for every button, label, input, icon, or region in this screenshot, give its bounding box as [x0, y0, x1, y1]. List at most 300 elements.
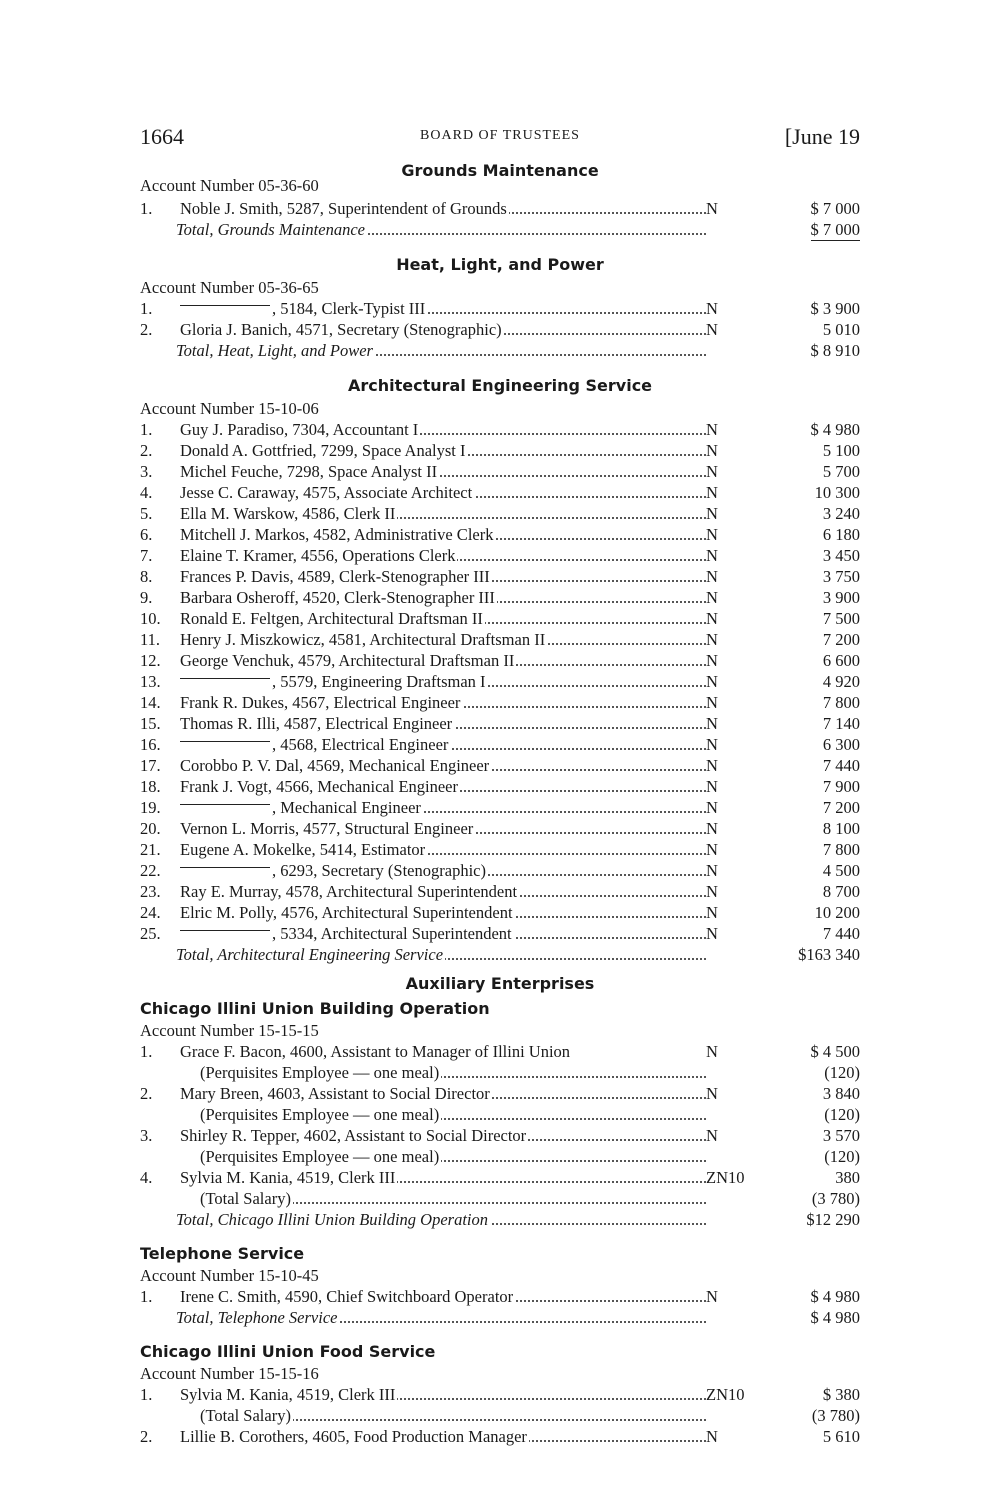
- salary-amount: 3 570: [822, 1126, 860, 1145]
- employee-entry: Frank J. Vogt, 4566, Mechanical Engineer: [180, 777, 459, 796]
- row-number: 2.: [140, 320, 153, 339]
- employee-entry: , Mechanical Engineer: [272, 798, 421, 817]
- staff-row: [140, 1384, 860, 1405]
- salary-amount: 7 800: [822, 693, 860, 712]
- staff-row: [140, 734, 860, 755]
- row-text: [180, 440, 710, 461]
- row-number: 14.: [140, 693, 161, 712]
- appointment-code: N: [706, 588, 718, 607]
- row-text: [180, 1083, 710, 1104]
- salary-amount: (3 780): [811, 1406, 860, 1425]
- employee-entry: (Perquisites Employee — one meal): [200, 1147, 440, 1166]
- row-text: [200, 1146, 710, 1167]
- row-text: [180, 755, 710, 776]
- row-label: [180, 483, 474, 502]
- appointment-code: N: [706, 420, 718, 439]
- row-label: [180, 903, 515, 922]
- staff-row: [140, 776, 860, 797]
- appointment-code: N: [706, 504, 718, 523]
- grounds-list: [140, 198, 860, 219]
- row-text: [180, 608, 710, 629]
- appointment-code: N: [706, 777, 718, 796]
- employee-entry: (Total Salary): [200, 1189, 291, 1208]
- salary-amount: 6 180: [822, 525, 860, 544]
- employee-entry: Noble J. Smith, 5287, Superintendent of Grounds: [180, 199, 507, 218]
- section-heading: Grounds Maintenance: [401, 161, 599, 180]
- staff-row: [140, 566, 860, 587]
- staff-row: [140, 440, 860, 461]
- staff-row: [140, 923, 860, 944]
- appointment-code: N: [706, 1287, 718, 1306]
- row-label: [200, 1406, 293, 1425]
- appointment-code: N: [706, 567, 718, 586]
- employee-entry: Frances P. Davis, 4589, Clerk-Stenographer III: [180, 567, 490, 586]
- row-number: 18.: [140, 777, 161, 796]
- row-number: 4.: [140, 483, 153, 502]
- row-number: 9.: [140, 588, 153, 607]
- running-head-date: [June 19: [784, 124, 860, 149]
- subsection-heading: Telephone Service: [140, 1244, 305, 1263]
- row-text: [200, 1405, 710, 1426]
- staff-row: [140, 860, 860, 881]
- row-text: [200, 1104, 710, 1125]
- staff-row: [140, 1041, 860, 1062]
- row-number: 15.: [140, 714, 161, 733]
- row-label: [180, 609, 485, 628]
- total-row: [140, 1307, 860, 1328]
- staff-row: [140, 881, 860, 902]
- row-note: [140, 1188, 860, 1209]
- subsection-heading: Chicago Illini Union Building Operation: [140, 999, 490, 1018]
- row-text: [180, 1167, 710, 1188]
- salary-amount: 3 900: [822, 588, 860, 607]
- account-number: Account Number 05-36-60: [140, 176, 319, 195]
- employee-entry: , 5184, Clerk-Typist III: [272, 299, 426, 318]
- page-number: 1664: [140, 124, 184, 149]
- appointment-code: N: [706, 861, 718, 880]
- vacancy-blank: [180, 867, 270, 868]
- appointment-code: N: [706, 798, 718, 817]
- row-label: [180, 1385, 397, 1404]
- employee-entry: Donald A. Gottfried, 7299, Space Analyst I: [180, 441, 466, 460]
- row-note: [140, 1104, 860, 1125]
- vacancy-blank: [180, 305, 270, 306]
- total-label: Total, Grounds Maintenance: [176, 220, 365, 239]
- total-row: [140, 944, 860, 965]
- row-number: 1.: [140, 1042, 153, 1061]
- vacancy-blank: [180, 804, 270, 805]
- appointment-code: N: [706, 1427, 718, 1446]
- total-row: [140, 219, 860, 240]
- appointment-code: N: [706, 441, 718, 460]
- row-text: [180, 461, 710, 482]
- row-text: [180, 902, 710, 923]
- staff-row: [140, 608, 860, 629]
- employee-entry: Eugene A. Mokelke, 5414, Estimator: [180, 840, 426, 859]
- appointment-code: N: [706, 1042, 718, 1061]
- row-text: [180, 545, 710, 566]
- appointment-code: N: [706, 525, 718, 544]
- appointment-code: N: [706, 882, 718, 901]
- row-label: [180, 756, 491, 775]
- employee-entry: Lillie B. Corothers, 4605, Food Production Manager: [180, 1427, 527, 1446]
- employee-entry: , 5334, Architectural Superintendent: [272, 924, 512, 943]
- row-text: [180, 587, 710, 608]
- salary-amount: 380: [835, 1168, 860, 1187]
- salary-amount: 7 440: [822, 756, 860, 775]
- appointment-code: N: [706, 609, 718, 628]
- row-text: [180, 776, 710, 797]
- row-number: 8.: [140, 567, 153, 586]
- subsection-heading: Chicago Illini Union Food Service: [140, 1342, 436, 1361]
- row-number: 1.: [140, 299, 153, 318]
- running-head-title: BOARD OF TRUSTEES: [420, 128, 580, 143]
- staff-row: [140, 298, 860, 319]
- appointment-code: N: [706, 320, 718, 339]
- salary-amount: $ 3 900: [810, 299, 860, 318]
- row-text: [180, 629, 710, 650]
- salary-amount: 7 200: [822, 630, 860, 649]
- salary-amount: 7 140: [822, 714, 860, 733]
- row-text: [180, 1041, 710, 1062]
- employee-entry: Elaine T. Kramer, 4556, Operations Clerk: [180, 546, 456, 565]
- salary-amount: 6 300: [822, 735, 860, 754]
- row-number: 16.: [140, 735, 161, 754]
- row-label: [180, 504, 397, 523]
- salary-amount: 3 750: [822, 567, 860, 586]
- appointment-code: N: [706, 714, 718, 733]
- salary-amount: (120): [824, 1063, 860, 1082]
- staff-row: [140, 1083, 860, 1104]
- account-number: Account Number 05-36-65: [140, 278, 319, 297]
- food-service-list: [140, 1384, 860, 1447]
- row-number: 21.: [140, 840, 161, 859]
- heat-list: [140, 298, 860, 340]
- staff-row: [140, 587, 860, 608]
- row-number: 2.: [140, 441, 153, 460]
- employee-entry: (Perquisites Employee — one meal): [200, 1063, 440, 1082]
- row-number: 6.: [140, 525, 153, 544]
- salary-amount: 10 300: [814, 483, 860, 502]
- row-label: [180, 441, 468, 460]
- staff-row: [140, 818, 860, 839]
- employee-entry: Frank R. Dukes, 4567, Electrical Engineer: [180, 693, 461, 712]
- row-text: [180, 1426, 710, 1447]
- total-amount: $ 8 910: [810, 341, 860, 360]
- appointment-code: N: [706, 630, 718, 649]
- salary-amount: 6 600: [822, 651, 860, 670]
- appointment-code: N: [706, 693, 718, 712]
- staff-row: [140, 1125, 860, 1146]
- row-number: 1.: [140, 1287, 153, 1306]
- row-number: 23.: [140, 882, 161, 901]
- staff-row: [140, 671, 860, 692]
- row-note: [140, 1146, 860, 1167]
- salary-amount: 8 100: [822, 819, 860, 838]
- section-heading: Architectural Engineering Service: [347, 376, 653, 395]
- salary-amount: (3 780): [811, 1189, 860, 1208]
- appointment-code: N: [706, 462, 718, 481]
- row-label: [180, 1084, 492, 1103]
- employee-entry: Irene C. Smith, 4590, Chief Switchboard Operator: [180, 1287, 514, 1306]
- staff-row: [140, 461, 860, 482]
- row-text: [180, 692, 710, 713]
- salary-amount: $ 7 000: [810, 199, 860, 218]
- employee-entry: Ray E. Murray, 4578, Architectural Superintendent: [180, 882, 518, 901]
- row-text: [180, 566, 710, 587]
- staff-row: [140, 1167, 860, 1188]
- salary-amount: 7 800: [822, 840, 860, 859]
- account-number: Account Number 15-15-15: [140, 1021, 319, 1040]
- row-label: [180, 798, 423, 817]
- staff-row: [140, 797, 860, 818]
- row-label: [180, 462, 439, 481]
- document-page: [140, 118, 860, 1447]
- row-label: [180, 819, 475, 838]
- row-text: [180, 198, 710, 219]
- salary-amount: 7 900: [822, 777, 860, 796]
- salary-amount: 5 100: [822, 441, 860, 460]
- employee-entry: Jesse C. Caraway, 4575, Associate Architect: [180, 483, 473, 502]
- row-label: [180, 299, 427, 318]
- employee-entry: Mary Breen, 4603, Assistant to Social Director: [180, 1084, 490, 1103]
- salary-amount: (120): [824, 1147, 860, 1166]
- row-text: [200, 1062, 710, 1083]
- account-number: Account Number 15-10-45: [140, 1266, 319, 1285]
- appointment-code: N: [706, 483, 718, 502]
- row-text: [180, 671, 710, 692]
- row-number: 20.: [140, 819, 161, 838]
- appointment-code: N: [706, 546, 718, 565]
- appointment-code: N: [706, 903, 718, 922]
- employee-entry: Vernon L. Morris, 4577, Structural Engineer: [180, 819, 474, 838]
- row-number: 10.: [140, 609, 161, 628]
- total-row: [140, 340, 860, 361]
- row-label: [180, 320, 504, 339]
- total-label: Total, Heat, Light, and Power: [176, 341, 373, 360]
- salary-amount: 8 700: [822, 882, 860, 901]
- row-label: [180, 630, 547, 649]
- row-label: [200, 1105, 441, 1124]
- appointment-code: N: [706, 924, 718, 943]
- employee-entry: Barbara Osheroff, 4520, Clerk-Stenographer III: [180, 588, 495, 607]
- staff-row: [140, 503, 860, 524]
- total-amount: $163 340: [798, 945, 860, 964]
- salary-amount: 4 500: [822, 861, 860, 880]
- row-text: [180, 860, 710, 881]
- row-label: [180, 199, 509, 218]
- row-label: [180, 924, 514, 943]
- salary-amount: 5 700: [822, 462, 860, 481]
- employee-entry: Thomas R. Illi, 4587, Electrical Engineer: [180, 714, 453, 733]
- row-label: [180, 693, 462, 712]
- row-number: 1.: [140, 420, 153, 439]
- staff-row: [140, 1286, 860, 1307]
- appointment-code: N: [706, 735, 718, 754]
- salary-amount: 5 610: [822, 1427, 860, 1446]
- total-amount: $ 7 000: [810, 220, 860, 239]
- salary-amount: 5 010: [822, 320, 860, 339]
- row-text: [180, 923, 710, 944]
- row-text: [180, 319, 710, 340]
- employee-entry: Sylvia M. Kania, 4519, Clerk III: [180, 1168, 396, 1187]
- salary-amount: 3 450: [822, 546, 860, 565]
- salary-amount: 7 440: [822, 924, 860, 943]
- account-number: Account Number 15-15-16: [140, 1364, 319, 1383]
- salary-amount: 4 920: [822, 672, 860, 691]
- appointment-code: ZN10: [706, 1385, 745, 1404]
- row-number: 13.: [140, 672, 161, 691]
- staff-row: [140, 545, 860, 566]
- salary-amount: $ 380: [822, 1385, 860, 1404]
- staff-row: [140, 839, 860, 860]
- row-number: 17.: [140, 756, 161, 775]
- staff-row: [140, 482, 860, 503]
- row-label: [180, 840, 427, 859]
- row-label: [180, 567, 492, 586]
- employee-entry: Elric M. Polly, 4576, Architectural Superintendent: [180, 903, 513, 922]
- row-text: [180, 298, 710, 319]
- telephone-list: [140, 1286, 860, 1307]
- row-text: [180, 713, 710, 734]
- appointment-code: N: [706, 672, 718, 691]
- employee-entry: Gloria J. Banich, 4571, Secretary (Stenographic): [180, 320, 502, 339]
- employee-entry: Grace F. Bacon, 4600, Assistant to Manager of Illini Union: [180, 1042, 571, 1061]
- employee-entry: (Total Salary): [200, 1406, 291, 1425]
- row-label: [180, 672, 488, 691]
- row-text: [180, 1384, 710, 1405]
- vacancy-blank: [180, 930, 270, 931]
- total-label: Total, Telephone Service: [176, 1308, 338, 1327]
- row-label: [180, 420, 420, 439]
- section-heading: Heat, Light, and Power: [396, 255, 604, 274]
- employee-entry: Mitchell J. Markos, 4582, Administrative Clerk: [180, 525, 494, 544]
- staff-row: [140, 1426, 860, 1447]
- row-label: [180, 651, 516, 670]
- row-label: [180, 1126, 528, 1145]
- row-number: 5.: [140, 504, 153, 523]
- row-number: 12.: [140, 651, 161, 670]
- row-number: 2.: [140, 1427, 153, 1446]
- account-number: Account Number 15-10-06: [140, 399, 319, 418]
- row-text: [180, 881, 710, 902]
- appointment-code: N: [706, 756, 718, 775]
- staff-row: [140, 692, 860, 713]
- row-number: 24.: [140, 903, 161, 922]
- salary-amount: $ 4 500: [810, 1042, 860, 1061]
- row-text: [180, 1286, 710, 1307]
- row-text: [180, 650, 710, 671]
- row-text: [180, 503, 710, 524]
- appointment-code: ZN10: [706, 1168, 745, 1187]
- salary-amount: 3 840: [822, 1084, 860, 1103]
- running-head: [140, 118, 860, 158]
- appointment-code: N: [706, 299, 718, 318]
- employee-entry: Ronald E. Feltgen, Architectural Draftsman II: [180, 609, 483, 628]
- staff-row: [140, 902, 860, 923]
- staff-row: [140, 650, 860, 671]
- employee-entry: Guy J. Paradiso, 7304, Accountant I: [180, 420, 419, 439]
- row-label: [180, 861, 488, 880]
- appointment-code: N: [706, 651, 718, 670]
- row-number: 1.: [140, 199, 153, 218]
- staff-row: [140, 755, 860, 776]
- row-label: [200, 1147, 441, 1166]
- appointment-code: N: [706, 199, 718, 218]
- employee-entry: Ella M. Warskow, 4586, Clerk II: [180, 504, 396, 523]
- row-number: 4.: [140, 1168, 153, 1187]
- appointment-code: N: [706, 819, 718, 838]
- row-text: [200, 1188, 710, 1209]
- salary-amount: (120): [824, 1105, 860, 1124]
- row-label: [180, 1042, 572, 1061]
- row-text: [180, 524, 710, 545]
- total-label: Total, Architectural Engineering Service: [176, 945, 444, 964]
- vacancy-blank: [180, 678, 270, 679]
- total-label: Total, Chicago Illini Union Building Operation: [176, 1210, 488, 1229]
- staff-row: [140, 419, 860, 440]
- row-label: [180, 525, 495, 544]
- total-amount: $12 290: [806, 1210, 860, 1229]
- salary-amount: $ 4 980: [810, 1287, 860, 1306]
- salary-amount: 7 500: [822, 609, 860, 628]
- row-text: [180, 1125, 710, 1146]
- row-label: [180, 735, 450, 754]
- row-number: 7.: [140, 546, 153, 565]
- row-text: [180, 818, 710, 839]
- staff-row: [140, 713, 860, 734]
- staff-row: [140, 524, 860, 545]
- row-text: [180, 839, 710, 860]
- employee-entry: Sylvia M. Kania, 4519, Clerk III: [180, 1385, 396, 1404]
- row-number: 3.: [140, 462, 153, 481]
- row-text: [180, 734, 710, 755]
- row-number: 3.: [140, 1126, 153, 1145]
- employee-entry: (Perquisites Employee — one meal): [200, 1105, 440, 1124]
- row-label: [200, 1063, 441, 1082]
- appointment-code: N: [706, 1084, 718, 1103]
- employee-entry: Henry J. Miszkowicz, 4581, Architectural Draftsman II: [180, 630, 546, 649]
- salary-amount: $ 4 980: [810, 420, 860, 439]
- row-label: [200, 1189, 293, 1208]
- row-note: [140, 1062, 860, 1083]
- row-label: [180, 1427, 529, 1446]
- employee-entry: Corobbo P. V. Dal, 4569, Mechanical Engineer: [180, 756, 490, 775]
- staff-row: [140, 198, 860, 219]
- row-label: [180, 588, 497, 607]
- employee-entry: Shirley R. Tepper, 4602, Assistant to Social Director: [180, 1126, 527, 1145]
- salary-amount: 10 200: [814, 903, 860, 922]
- row-label: [180, 1168, 397, 1187]
- row-number: 22.: [140, 861, 161, 880]
- employee-entry: George Venchuk, 4579, Architectural Draftsman II: [180, 651, 515, 670]
- staff-row: [140, 319, 860, 340]
- row-label: [180, 1287, 515, 1306]
- employee-entry: Michel Feuche, 7298, Space Analyst II: [180, 462, 438, 481]
- union-building-list: [140, 1041, 860, 1209]
- employee-entry: , 5579, Engineering Draftsman I: [272, 672, 486, 691]
- arch-list: [140, 419, 860, 944]
- total-row: [140, 1209, 860, 1230]
- row-number: 19.: [140, 798, 161, 817]
- appointment-code: N: [706, 1126, 718, 1145]
- vacancy-blank: [180, 741, 270, 742]
- row-label: [180, 546, 457, 565]
- total-amount: $ 4 980: [810, 1308, 860, 1327]
- row-text: [180, 419, 710, 440]
- salary-amount: 3 240: [822, 504, 860, 523]
- staff-row: [140, 629, 860, 650]
